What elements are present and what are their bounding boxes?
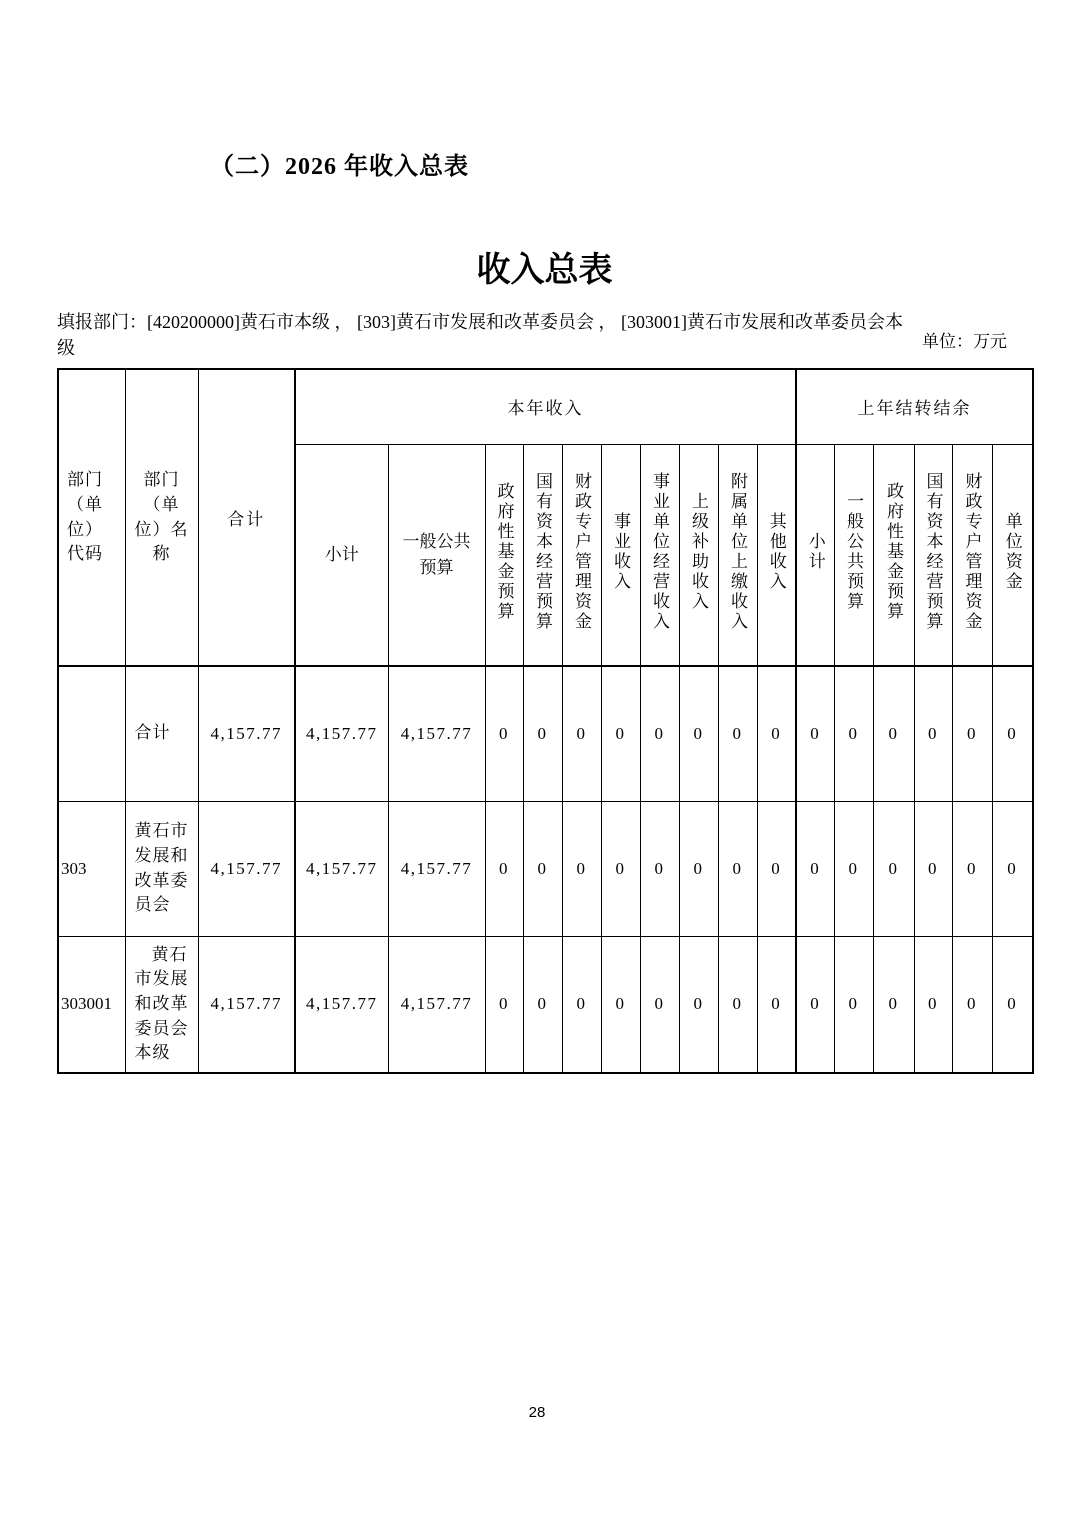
header-total: 合计 (198, 369, 295, 666)
cell-value: 0 (601, 936, 640, 1073)
header-group-carryover: 上年结转结余 (796, 369, 1033, 444)
header-carryover-govt-fund-budget: 政府性基金预算 (873, 444, 914, 666)
cell-value: 0 (914, 801, 952, 936)
cell-value: 0 (992, 936, 1033, 1073)
unit-label: 单位：万元 (922, 332, 1007, 351)
cell-value: 0 (992, 666, 1033, 801)
table-row-303 (58, 801, 1033, 936)
cell-value: 0 (523, 936, 562, 1073)
header-current-other-income: 其他收入 (757, 444, 796, 666)
income-summary-table (57, 368, 1034, 1074)
cell-value: 4,157.77 (295, 936, 388, 1073)
header-current-state-capital-budget: 国有资本经营预算 (523, 444, 562, 666)
cell-value: 0 (796, 801, 834, 936)
cell-value: 0 (992, 801, 1033, 936)
cell-value: 0 (718, 801, 757, 936)
header-current-subtotal: 小计 (295, 444, 388, 666)
header-group-current-year-income: 本年收入 (295, 369, 796, 444)
cell-value: 0 (914, 666, 952, 801)
header-carryover-state-capital-budget: 国有资本经营预算 (914, 444, 952, 666)
cell-value: 0 (796, 666, 834, 801)
header-current-service-operating-income: 事业单位经营收入 (640, 444, 679, 666)
cell-value: 0 (601, 801, 640, 936)
cell-value: 0 (562, 936, 601, 1073)
page-number: 28 (528, 1404, 546, 1421)
cell-value: 4,157.77 (295, 666, 388, 801)
header-current-general-public-budget: 一般公共预算 (388, 444, 485, 666)
header-current-superior-subsidy-income: 上级补助收入 (679, 444, 718, 666)
cell-value: 4,157.77 (388, 666, 485, 801)
cell-value: 0 (718, 936, 757, 1073)
cell-value: 0 (485, 666, 523, 801)
cell-value: 0 (914, 936, 952, 1073)
cell-value: 0 (718, 666, 757, 801)
cell-value: 0 (834, 936, 873, 1073)
cell-value: 0 (757, 936, 796, 1073)
header-current-fiscal-account-funds: 财政专户管理资金 (562, 444, 601, 666)
cell-value: 0 (952, 801, 992, 936)
cell-dept-code: 303 (58, 801, 125, 936)
cell-value: 0 (952, 936, 992, 1073)
cell-value: 0 (640, 936, 679, 1073)
cell-value: 0 (562, 801, 601, 936)
cell-dept-name: 黄石市发展和改革委员会 (125, 801, 198, 936)
header-current-service-income: 事业收入 (601, 444, 640, 666)
cell-value: 0 (952, 666, 992, 801)
filing-department: 填报部门：[420200000]黄石市本级 ， [303]黄石市发展和改革委员会 ， [303001]黄石市发展和改革委员会本级 (57, 312, 903, 359)
cell-value: 4,157.77 (198, 666, 295, 801)
cell-value: 0 (834, 666, 873, 801)
table-row-total (58, 666, 1033, 801)
cell-value: 0 (679, 936, 718, 1073)
header-carryover-unit-funds: 单位资金 (992, 444, 1033, 666)
cell-value: 0 (562, 666, 601, 801)
cell-value: 4,157.77 (388, 936, 485, 1073)
cell-value: 0 (679, 801, 718, 936)
header-carryover-fiscal-account-funds: 财政专户管理资金 (952, 444, 992, 666)
cell-value: 4,157.77 (388, 801, 485, 936)
cell-dept-name: 合计 (125, 666, 198, 801)
cell-value: 0 (523, 666, 562, 801)
cell-value: 0 (485, 801, 523, 936)
cell-value: 0 (873, 801, 914, 936)
cell-value: 0 (873, 666, 914, 801)
cell-value: 0 (834, 801, 873, 936)
cell-value: 0 (485, 936, 523, 1073)
header-dept-code: 部门（单位）代码 (58, 369, 125, 666)
header-current-affiliated-remittance-income: 附属单位上缴收入 (718, 444, 757, 666)
cell-value: 0 (873, 936, 914, 1073)
cell-value: 0 (523, 801, 562, 936)
table-title: 收入总表 (476, 252, 613, 289)
header-current-govt-fund-budget: 政府性基金预算 (485, 444, 523, 666)
cell-value: 0 (679, 666, 718, 801)
cell-value: 0 (757, 666, 796, 801)
cell-dept-code (58, 666, 125, 801)
cell-value: 4,157.77 (295, 801, 388, 936)
header-carryover-general-public-budget: 一般公共预算 (834, 444, 873, 666)
cell-value: 0 (640, 666, 679, 801)
cell-value: 4,157.77 (198, 801, 295, 936)
table-row-303001 (58, 936, 1033, 1073)
header-carryover-subtotal: 小计 (796, 444, 834, 666)
cell-value: 0 (796, 936, 834, 1073)
cell-value: 0 (601, 666, 640, 801)
cell-value: 4,157.77 (198, 936, 295, 1073)
header-dept-name: 部门（单位）名称 (125, 369, 198, 666)
cell-value: 0 (640, 801, 679, 936)
section-heading: （二）2026 年收入总表 (210, 154, 469, 180)
cell-dept-name: 黄石市发展和改革委员会本级 (125, 936, 198, 1073)
cell-dept-code: 303001 (58, 936, 125, 1073)
cell-value: 0 (757, 801, 796, 936)
